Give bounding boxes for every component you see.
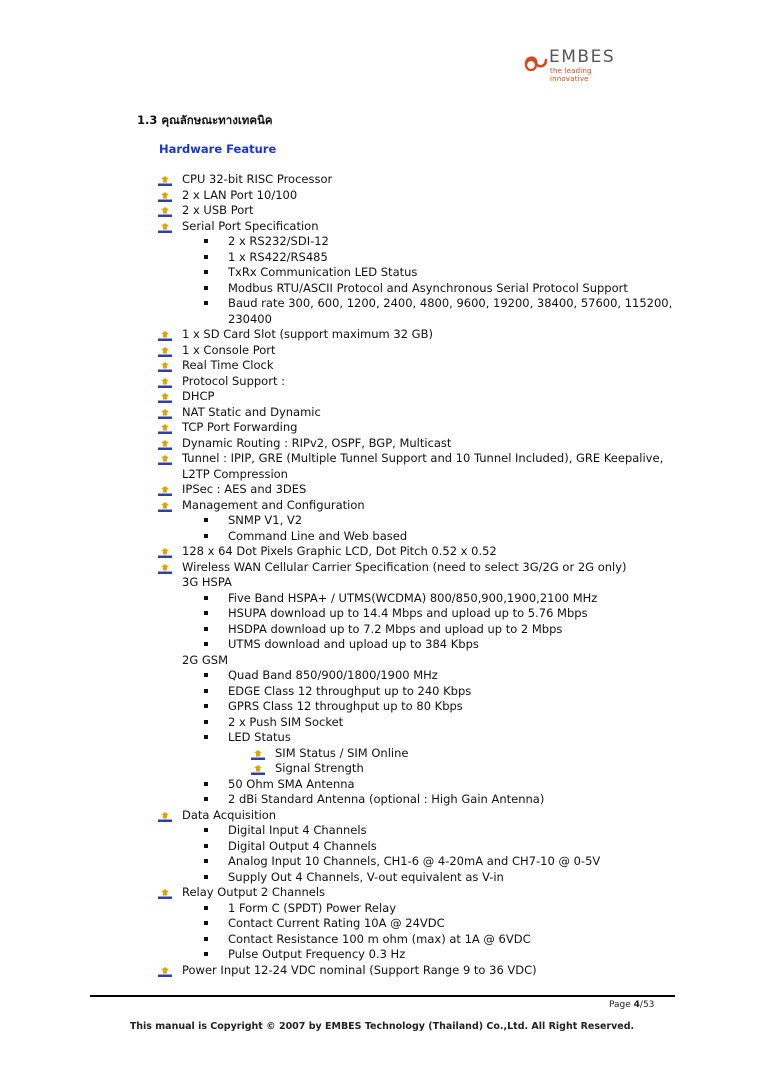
arrow-bullet-icon bbox=[158, 175, 172, 185]
list-item-text: L2TP Compression bbox=[182, 466, 288, 481]
list-item bbox=[0, 513, 764, 529]
list-item-text: DHCP bbox=[182, 389, 215, 403]
square-bullet-icon bbox=[204, 828, 208, 832]
list-item bbox=[0, 839, 764, 855]
square-bullet-icon bbox=[204, 875, 208, 879]
list-item-text: Protocol Support : bbox=[182, 373, 285, 388]
list-item bbox=[0, 327, 764, 343]
square-bullet-icon bbox=[204, 286, 208, 290]
list-item bbox=[0, 560, 764, 576]
list-item-text: SIM Status / SIM Online bbox=[275, 745, 409, 760]
arrow-bullet-icon bbox=[158, 191, 172, 201]
logo-brand: EMBES bbox=[549, 47, 616, 67]
list-item bbox=[0, 761, 764, 777]
list-item-text: Power Input 12-24 VDC nominal (Support Range 9 to 36 VDC) bbox=[182, 962, 537, 977]
square-bullet-icon bbox=[204, 906, 208, 910]
list-item bbox=[0, 575, 764, 591]
square-bullet-icon bbox=[204, 518, 208, 522]
list-item bbox=[0, 420, 764, 436]
hardware-feature-heading: Hardware Feature bbox=[159, 142, 277, 156]
list-item-text: Tunnel : IPIP, GRE (Multiple Tunnel Support and 10 Tunnel Included), GRE Keepalive, bbox=[182, 451, 664, 465]
page-label: Page bbox=[609, 1000, 634, 1010]
arrow-bullet-icon bbox=[251, 749, 265, 759]
list-item bbox=[0, 653, 764, 669]
list-item bbox=[0, 296, 764, 312]
list-item-text: GPRS Class 12 throughput up to 80 Kbps bbox=[228, 699, 463, 713]
list-item bbox=[0, 699, 764, 715]
list-item bbox=[0, 808, 764, 824]
list-item-text: CPU 32-bit RISC Processor bbox=[182, 172, 333, 186]
square-bullet-icon bbox=[204, 596, 208, 600]
list-item bbox=[0, 777, 764, 793]
list-item bbox=[0, 591, 764, 607]
list-item-text: 1 x SD Card Slot (support maximum 32 GB) bbox=[182, 327, 433, 341]
list-item bbox=[0, 684, 764, 700]
list-item bbox=[0, 265, 764, 281]
arrow-bullet-icon bbox=[158, 206, 172, 216]
square-bullet-icon bbox=[204, 937, 208, 941]
list-item-text: 50 Ohm SMA Antenna bbox=[228, 776, 355, 791]
list-item-text: 2 x Push SIM Socket bbox=[228, 714, 344, 729]
list-item-text: Command Line and Web based bbox=[228, 528, 408, 543]
list-item-text: Contact Current Rating 10A @ 24VDC bbox=[228, 916, 445, 930]
list-item-text: IPSec : AES and 3DES bbox=[182, 482, 307, 496]
list-item-text: 1 x Console Port bbox=[182, 342, 276, 357]
square-bullet-icon bbox=[204, 704, 208, 708]
list-item-text: 2 dBi Standard Antenna (optional : High Gain Antenna) bbox=[228, 792, 545, 806]
list-item bbox=[0, 715, 764, 731]
list-item-text: 2 x LAN Port 10/100 bbox=[182, 187, 298, 202]
footer-divider bbox=[90, 995, 675, 997]
list-item bbox=[0, 312, 764, 328]
arrow-bullet-icon bbox=[251, 764, 265, 774]
list-item bbox=[0, 823, 764, 839]
list-item bbox=[0, 916, 764, 932]
square-bullet-icon bbox=[204, 720, 208, 724]
list-item bbox=[0, 451, 764, 467]
list-item-text: Data Acquisition bbox=[182, 807, 277, 822]
square-bullet-icon bbox=[204, 797, 208, 801]
arrow-bullet-icon bbox=[158, 811, 172, 821]
list-item-text: Modbus RTU/ASCII Protocol and Asynchronous Serial Protocol Support bbox=[228, 280, 628, 295]
list-item bbox=[0, 544, 764, 560]
arrow-bullet-icon bbox=[158, 330, 172, 340]
list-item-text: Baud rate 300, 600, 1200, 2400, 4800, 9600, 19200, 38400, 57600, 115200, bbox=[228, 296, 673, 310]
arrow-bullet-icon bbox=[158, 377, 172, 387]
list-item bbox=[0, 932, 764, 948]
list-item-text: Analog Input 10 Channels, CH1-6 @ 4-20mA and CH7-10 @ 0-5V bbox=[228, 854, 601, 868]
list-item bbox=[0, 250, 764, 266]
list-item-text: Five Band HSPA+ / UTMS(WCDMA) 800/850,900,1900,2100 MHz bbox=[228, 590, 598, 605]
arrow-bullet-icon bbox=[158, 501, 172, 511]
list-item bbox=[0, 374, 764, 390]
arrow-bullet-icon bbox=[158, 563, 172, 573]
list-item bbox=[0, 498, 764, 514]
list-item-text: Digital Input 4 Channels bbox=[228, 823, 367, 837]
list-item-text: Contact Resistance 100 m ohm (max) at 1A @ 6VDC bbox=[228, 931, 531, 946]
arrow-bullet-icon bbox=[158, 966, 172, 976]
list-item bbox=[0, 172, 764, 188]
list-item bbox=[0, 188, 764, 204]
list-item-text: UTMS download and upload up to 384 Kbps bbox=[228, 637, 479, 651]
square-bullet-icon bbox=[204, 673, 208, 677]
list-item bbox=[0, 436, 764, 452]
square-bullet-icon bbox=[204, 239, 208, 243]
arrow-bullet-icon bbox=[158, 547, 172, 557]
list-item-text: EDGE Class 12 throughput up to 240 Kbps bbox=[228, 683, 472, 698]
section-title: 1.3 คุณลักษณะทางเทคนิค bbox=[137, 113, 273, 127]
list-item bbox=[0, 389, 764, 405]
list-item-text: Digital Output 4 Channels bbox=[228, 838, 377, 853]
square-bullet-icon bbox=[204, 952, 208, 956]
list-item bbox=[0, 467, 764, 483]
list-item bbox=[0, 901, 764, 917]
list-item-text: Dynamic Routing : RIPv2, OSPF, BGP, Multicast bbox=[182, 435, 452, 450]
list-item-text: Serial Port Specification bbox=[182, 218, 319, 233]
list-item bbox=[0, 203, 764, 219]
list-item-text: TxRx Communication LED Status bbox=[228, 265, 418, 279]
list-item bbox=[0, 668, 764, 684]
list-item bbox=[0, 885, 764, 901]
feature-list bbox=[0, 172, 764, 978]
square-bullet-icon bbox=[204, 782, 208, 786]
square-bullet-icon bbox=[204, 627, 208, 631]
list-item-text: 230400 bbox=[228, 311, 272, 326]
list-item bbox=[0, 637, 764, 653]
square-bullet-icon bbox=[204, 301, 208, 305]
square-bullet-icon bbox=[204, 255, 208, 259]
list-item bbox=[0, 281, 764, 297]
list-item-text: HSUPA download up to 14.4 Mbps and upload up to 5.76 Mbps bbox=[228, 606, 588, 620]
list-item bbox=[0, 482, 764, 498]
arrow-bullet-icon bbox=[158, 439, 172, 449]
square-bullet-icon bbox=[204, 534, 208, 538]
square-bullet-icon bbox=[204, 844, 208, 848]
list-item bbox=[0, 622, 764, 638]
list-item-text: Relay Output 2 Channels bbox=[182, 885, 326, 899]
list-item-text: 2 x USB Port bbox=[182, 203, 254, 217]
square-bullet-icon bbox=[204, 611, 208, 615]
list-item-text: SNMP V1, V2 bbox=[228, 513, 303, 527]
list-item-text: Wireless WAN Cellular Carrier Specification (need to select 3G/2G or 2G only) bbox=[182, 559, 627, 574]
square-bullet-icon bbox=[204, 689, 208, 693]
list-item-text: 3G HSPA bbox=[182, 575, 232, 589]
list-item-text: 128 x 64 Dot Pixels Graphic LCD, Dot Pitch 0.52 x 0.52 bbox=[182, 544, 497, 558]
square-bullet-icon bbox=[204, 270, 208, 274]
list-item bbox=[0, 947, 764, 963]
page-number bbox=[609, 1000, 654, 1010]
arrow-bullet-icon bbox=[158, 454, 172, 464]
square-bullet-icon bbox=[204, 735, 208, 739]
arrow-bullet-icon bbox=[158, 346, 172, 356]
copyright-notice: This manual is Copyright © 2007 by EMBES Technology (Thailand) Co.,Ltd. All Right Reserved. bbox=[129, 1021, 635, 1032]
arrow-bullet-icon bbox=[158, 361, 172, 371]
page-total: /53 bbox=[639, 1000, 655, 1010]
square-bullet-icon bbox=[204, 859, 208, 863]
list-item-text: Pulse Output Frequency 0.3 Hz bbox=[228, 947, 406, 961]
list-item-text: Signal Strength bbox=[275, 761, 364, 775]
arrow-bullet-icon bbox=[158, 408, 172, 418]
list-item-text: LED Status bbox=[228, 730, 291, 744]
list-item-text: 1 x RS422/RS485 bbox=[228, 249, 328, 264]
page-current: 4 bbox=[633, 1000, 640, 1010]
list-item bbox=[0, 343, 764, 359]
list-item-text: 2 x RS232/SDI-12 bbox=[228, 234, 329, 248]
list-item bbox=[0, 358, 764, 374]
arrow-bullet-icon bbox=[158, 222, 172, 232]
list-item-text: Supply Out 4 Channels, V-out equivalent as V-in bbox=[228, 869, 504, 884]
list-item bbox=[0, 870, 764, 886]
list-item bbox=[0, 746, 764, 762]
list-item-text: Management and Configuration bbox=[182, 497, 365, 512]
list-item bbox=[0, 234, 764, 250]
company-logo bbox=[522, 46, 632, 83]
square-bullet-icon bbox=[204, 642, 208, 646]
arrow-bullet-icon bbox=[158, 423, 172, 433]
list-item bbox=[0, 730, 764, 746]
list-item-text: Quad Band 850/900/1800/1900 MHz bbox=[228, 668, 438, 682]
square-bullet-icon bbox=[204, 921, 208, 925]
arrow-bullet-icon bbox=[158, 392, 172, 402]
list-item bbox=[0, 606, 764, 622]
list-item bbox=[0, 854, 764, 870]
list-item-text: 2G GSM bbox=[182, 652, 229, 667]
list-item-text: NAT Static and Dynamic bbox=[182, 404, 321, 419]
list-item bbox=[0, 792, 764, 808]
list-item bbox=[0, 529, 764, 545]
arrow-bullet-icon bbox=[158, 888, 172, 898]
arrow-bullet-icon bbox=[158, 485, 172, 495]
list-item bbox=[0, 963, 764, 979]
list-item-text: 1 Form C (SPDT) Power Relay bbox=[228, 900, 397, 915]
list-item bbox=[0, 219, 764, 235]
logo-mark-icon bbox=[522, 50, 550, 72]
list-item-text: TCP Port Forwarding bbox=[182, 420, 298, 434]
list-item bbox=[0, 405, 764, 421]
list-item-text: Real Time Clock bbox=[182, 358, 274, 372]
logo-tagline: the leading innovative bbox=[550, 67, 592, 83]
list-item-text: HSDPA download up to 7.2 Mbps and upload up to 2 Mbps bbox=[228, 621, 563, 636]
